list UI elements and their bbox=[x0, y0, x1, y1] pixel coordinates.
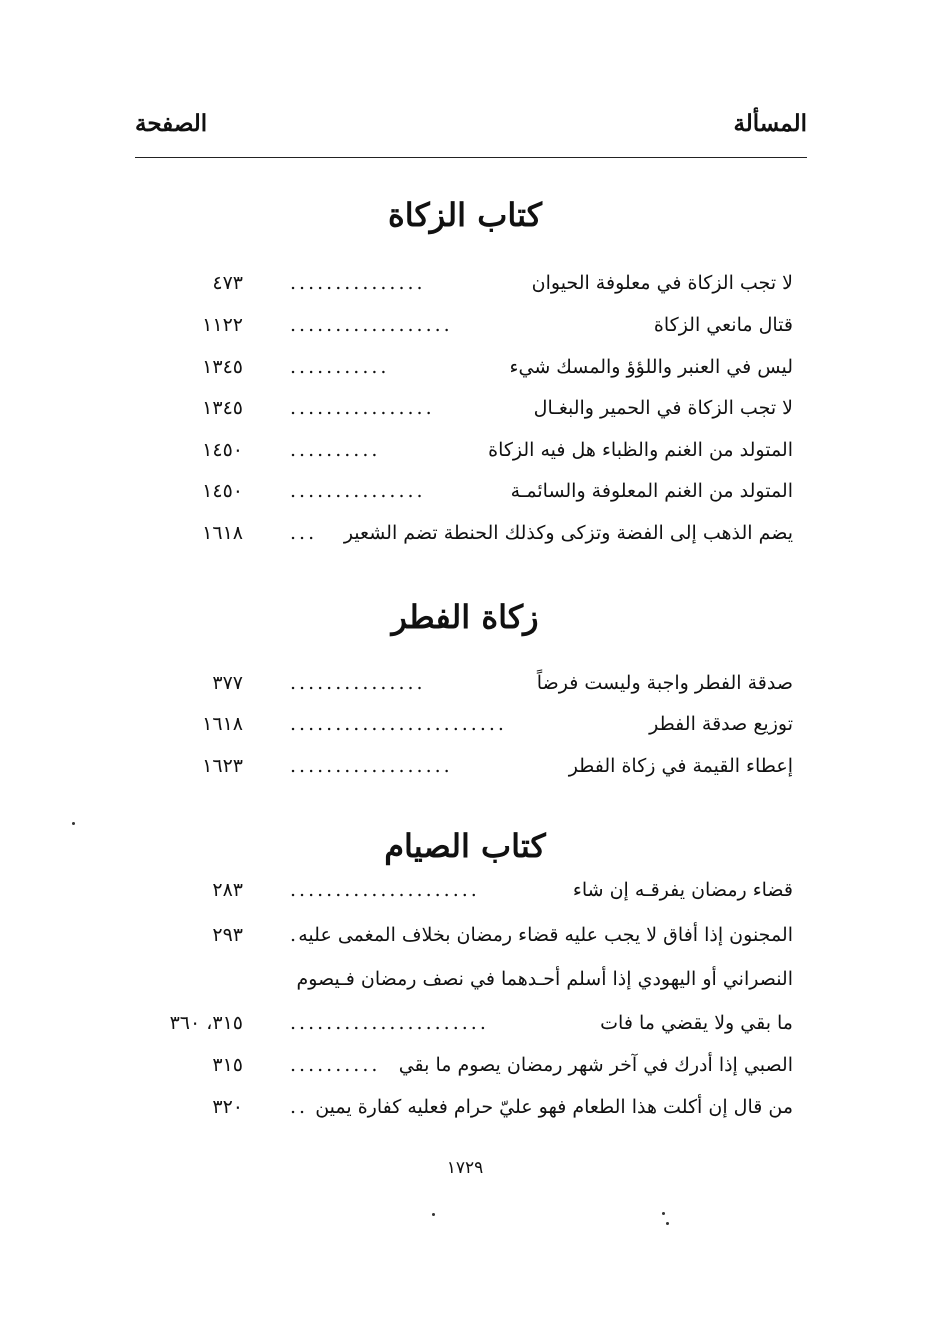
entry-leader: ............... bbox=[290, 480, 426, 502]
entry-title: المجنون إذا أفاق لا يجب عليه قضاء رمضان بخلاف المغمى عليه bbox=[298, 924, 793, 946]
section-title-fasting: كتاب الصيام bbox=[384, 827, 546, 865]
index-entry bbox=[0, 314, 930, 356]
index-entry bbox=[0, 924, 930, 966]
scan-speck bbox=[666, 1222, 669, 1225]
column-header-issue: المسألة bbox=[733, 110, 807, 137]
page-number: ١٧٢٩ bbox=[446, 1158, 484, 1178]
entry-leader: .................. bbox=[290, 755, 453, 777]
entry-page: ١٣٤٥ bbox=[202, 356, 243, 378]
index-entry bbox=[0, 439, 930, 481]
section-title-zakat-al-fitr: زكاة الفطر bbox=[391, 598, 539, 636]
index-entry bbox=[0, 397, 930, 439]
entry-page: ١٣٤٥ bbox=[202, 397, 243, 419]
entry-title: النصراني أو اليهودي إذا أسلم أحـدهما في نصف رمضان فـيصوم bbox=[296, 968, 793, 990]
entry-title: ليس في العنبر واللؤؤ والمسك شيء bbox=[509, 356, 793, 378]
header-divider bbox=[135, 157, 807, 158]
entry-page: ١٤٥٠ bbox=[202, 480, 243, 502]
index-entry bbox=[0, 1054, 930, 1096]
entry-title: توزيع صدقة الفطر bbox=[649, 713, 793, 735]
index-entry bbox=[0, 968, 930, 1010]
entry-page: ١١٢٢ bbox=[202, 314, 243, 336]
entry-page: ٢٨٣ bbox=[212, 879, 243, 901]
index-entry bbox=[0, 1096, 930, 1138]
section-title-zakat: كتاب الزكاة bbox=[388, 196, 542, 234]
entry-leader: ................ bbox=[290, 397, 435, 419]
index-entry bbox=[0, 522, 930, 564]
entry-page: ٢٩٣ bbox=[212, 924, 243, 946]
index-entry bbox=[0, 480, 930, 522]
entry-title: قتال مانعي الزكاة bbox=[653, 314, 793, 336]
entry-title: المتولد من الغنم والظباء هل فيه الزكاة bbox=[488, 439, 793, 461]
entry-title: لا تجب الزكاة في معلوفة الحيوان bbox=[531, 272, 793, 294]
entry-title: من قال إن أكلت هذا الطعام فهو عليّ حرام فعليه كفارة يمين bbox=[315, 1096, 793, 1118]
entry-title: لا تجب الزكاة في الحمير والبغـال bbox=[533, 397, 793, 419]
entry-leader: .. bbox=[290, 1096, 309, 1118]
entry-title: صدقة الفطر واجبة وليست فرضاً bbox=[536, 672, 793, 694]
index-entry bbox=[0, 356, 930, 398]
index-entry bbox=[0, 272, 930, 314]
entry-page: ٣٧٧ bbox=[212, 672, 243, 694]
entry-page: ٣١٥ bbox=[212, 1054, 243, 1076]
entry-page: ١٤٥٠ bbox=[202, 439, 243, 461]
entry-leader: .......... bbox=[290, 1054, 381, 1076]
entry-title: قضاء رمضان يفرقـه إن شاء bbox=[572, 879, 793, 901]
entry-leader: ..................... bbox=[290, 879, 480, 901]
entry-title: الصبي إذا أدرك في آخر شهر رمضان يصوم ما بقي bbox=[398, 1054, 793, 1076]
index-entry bbox=[0, 713, 930, 755]
entry-page: ١٦٢٣ bbox=[202, 755, 243, 777]
entry-leader: .......... bbox=[290, 439, 381, 461]
index-entry bbox=[0, 755, 930, 797]
entry-title: يضم الذهب إلى الفضة وتزكى وكذلك الحنطة تضم الشعير bbox=[343, 522, 793, 544]
index-entry bbox=[0, 1012, 930, 1054]
scan-speck bbox=[72, 822, 75, 825]
entry-leader: . bbox=[290, 924, 300, 946]
entry-page: ٤٧٣ bbox=[212, 272, 243, 294]
entry-page: ٣١٥، ٣٦٠ bbox=[169, 1012, 243, 1034]
entry-title: ما بقي ولا يقضي ما فات bbox=[600, 1012, 793, 1034]
entry-title: المتولد من الغنم المعلوفة والسائمـة bbox=[510, 480, 793, 502]
scan-speck bbox=[432, 1213, 435, 1216]
entry-title: إعطاء القيمة في زكاة الفطر bbox=[568, 755, 793, 777]
entry-leader: ...................... bbox=[290, 1012, 489, 1034]
entry-leader: ........... bbox=[290, 356, 390, 378]
entry-page: ٣٢٠ bbox=[212, 1096, 243, 1118]
entry-leader: ............... bbox=[290, 272, 426, 294]
column-header-page: الصفحة bbox=[135, 110, 208, 137]
entry-leader: ... bbox=[290, 522, 318, 544]
index-entry bbox=[0, 672, 930, 714]
entry-leader: ............... bbox=[290, 672, 426, 694]
index-entry bbox=[0, 879, 930, 921]
entry-page: ١٦١٨ bbox=[202, 713, 243, 735]
entry-leader: ........................ bbox=[290, 713, 507, 735]
entry-page: ١٦١٨ bbox=[202, 522, 243, 544]
entry-leader: .................. bbox=[290, 314, 453, 336]
scan-speck bbox=[662, 1212, 665, 1215]
